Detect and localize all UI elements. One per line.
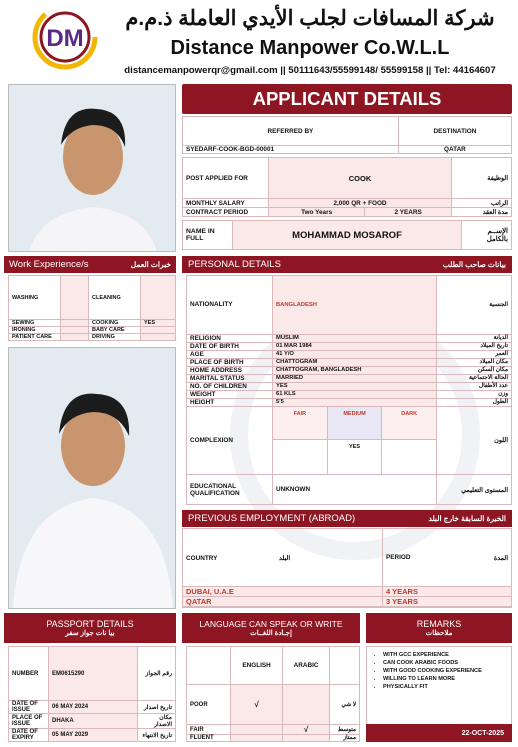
passport-header <box>4 613 176 643</box>
remark-item: • PHYSICALLY FIT <box>383 683 511 691</box>
applicant-details-title: APPLICANT DETAILS <box>182 84 512 114</box>
language-corner <box>187 647 231 685</box>
personal-row <box>187 390 512 398</box>
passport-value: EM0615290 <box>49 647 138 701</box>
country-label: COUNTRY <box>186 554 218 562</box>
work-skill-value <box>61 327 89 334</box>
language-english-mark: √ <box>231 685 283 725</box>
work-skill-label: IRONING <box>9 327 61 334</box>
work-row <box>9 276 176 320</box>
work-skill-label: PATIENT CARE <box>9 334 61 341</box>
contract-value-2: 2 YEARS <box>365 208 452 217</box>
language-english-mark <box>231 735 283 742</box>
passport-label: PLACE OF ISSUE <box>9 714 49 729</box>
remarks-header <box>366 613 512 643</box>
personal-row <box>187 374 512 382</box>
work-skill-value <box>141 276 176 320</box>
personal-details-table <box>186 275 512 505</box>
complexion-selected: YES <box>327 440 383 474</box>
language-title: LANGUAGE CAN SPEAK OR WRITE <box>199 619 343 629</box>
education-value: UNKNOWN <box>273 475 437 505</box>
period-header <box>383 529 512 587</box>
personal-details-header <box>182 256 512 273</box>
post-table <box>182 157 512 217</box>
personal-row <box>187 358 512 366</box>
employment-period-2: 3 YEARS <box>383 597 512 607</box>
contract-value: Two Years <box>269 208 365 217</box>
personal-value: MARRIED <box>273 374 437 382</box>
company-name-english: Distance Manpower Co.W.L.L <box>170 37 450 59</box>
remark-item: • WILLING TO LEARN MORE <box>383 675 511 683</box>
applicant-full-photo <box>8 347 176 609</box>
employment-empty-1 <box>183 607 383 608</box>
employment-empty-2 <box>383 607 512 608</box>
company-logo <box>28 2 102 72</box>
work-skill-value <box>61 334 89 341</box>
country-header <box>183 529 383 587</box>
passport-title: PASSPORT DETAILS <box>46 619 134 629</box>
passport-row <box>9 701 176 714</box>
passport-label: NUMBER <box>9 647 49 701</box>
language-level-label-ar: لا شي <box>330 685 360 725</box>
remarks-title-ar: ملاحظات <box>425 630 453 637</box>
language-header <box>182 613 360 643</box>
passport-row <box>9 647 176 701</box>
education-label: EDUCATIONAL QUALIFICATION <box>187 475 273 505</box>
work-skill-label: BABY CARE <box>89 327 141 334</box>
language-level-label: FAIR <box>187 725 231 735</box>
work-row <box>9 334 176 341</box>
personal-label: HEIGHT <box>187 398 273 406</box>
passport-value: DHAKA <box>49 714 138 729</box>
passport-label-ar: رقم الجواز <box>138 647 176 701</box>
language-level-label: POOR <box>187 685 231 725</box>
personal-label: DATE OF BIRTH <box>187 342 273 350</box>
personal-value: 41 Y/O <box>273 350 437 358</box>
work-row <box>9 327 176 334</box>
passport-title-ar: بيا نات جواز سفر <box>65 630 115 637</box>
language-title-ar: إجـادة اللغــات <box>250 630 292 637</box>
period-label: PERIOD <box>386 553 411 561</box>
complexion-label-ar: اللون <box>437 406 512 474</box>
post-label: POST APPLIED FOR <box>183 158 269 199</box>
complexion-dark: DARK <box>381 407 436 440</box>
logo-text: DM <box>46 25 84 52</box>
contract-label: CONTRACT PERIOD <box>183 208 269 217</box>
passport-label-ar: تاريخ الانتهاء <box>138 729 176 742</box>
personal-row <box>187 350 512 358</box>
previous-employment-table <box>182 528 512 608</box>
work-skill-value <box>141 334 176 341</box>
language-arabic-mark <box>283 735 330 742</box>
remark-item: • WITH GOOD COOKING EXPERIENCE <box>383 667 511 675</box>
remark-item: • WITH GCC EXPERIENCE <box>383 651 511 659</box>
education-label-ar: المستوى التعليمي <box>437 475 512 505</box>
language-col-english: ENGLISH <box>231 647 283 685</box>
personal-label: PLACE OF BIRTH <box>187 358 273 366</box>
personal-value: 01 MAR 1984 <box>273 342 437 350</box>
passport-label-ar: مكان الاصدار <box>138 714 176 729</box>
passport-row <box>9 729 176 742</box>
language-row <box>187 685 360 725</box>
previous-employment-header <box>182 510 512 527</box>
language-table <box>186 646 360 742</box>
personal-label: MARITAL STATUS <box>187 374 273 382</box>
personal-value: MUSLIM <box>273 334 437 342</box>
passport-label: DATE OF EXPIRY <box>9 729 49 742</box>
name-label: NAME IN FULL <box>183 221 233 250</box>
salary-label: MONTHLY SALARY <box>183 199 269 208</box>
name-row <box>182 220 512 250</box>
personal-label: AGE <box>187 350 273 358</box>
remarks-date: 22-OCT-2025 <box>366 724 512 742</box>
personal-label-ar: تاريخ الميلاد <box>437 342 512 350</box>
language-arabic-mark <box>283 685 330 725</box>
previous-employment-title: PREVIOUS EMPLOYMENT (ABROAD) <box>188 513 356 524</box>
work-skill-label: CLEANING <box>89 276 141 320</box>
referral-table <box>182 116 512 154</box>
language-english-mark <box>231 725 283 735</box>
passport-row <box>9 714 176 729</box>
previous-employment-title-ar: الخبرة السابقة خارج البلد <box>428 514 506 523</box>
referred-by-label: REFERRED BY <box>183 117 399 146</box>
complexion-fair: FAIR <box>273 407 327 440</box>
work-skill-value <box>141 327 176 334</box>
work-experience-title: Work Experience/s <box>9 259 89 270</box>
personal-label-ar: الجنسية <box>437 276 512 335</box>
personal-details-title-ar: بيانات صاحب الطلب <box>442 260 506 269</box>
personal-label: HOME ADDRESS <box>187 366 273 374</box>
work-skill-value <box>61 276 89 320</box>
work-experience-title-ar: خبرات العمل <box>130 260 171 269</box>
language-row <box>187 735 360 742</box>
work-skill-label: DRIVING <box>89 334 141 341</box>
employment-country-1: DUBAI, U.A.E <box>183 587 383 597</box>
work-experience-table <box>8 275 176 341</box>
work-skill-label: SEWING <box>9 320 61 327</box>
work-row <box>9 320 176 327</box>
salary-value: 2,000 QR + FOOD <box>269 199 452 208</box>
full-name: MOHAMMAD MOSAROF <box>233 221 462 250</box>
passport-label: DATE OF ISSUE <box>9 701 49 714</box>
complexion-label: COMPLEXION <box>187 406 273 474</box>
passport-value: 05 MAY 2029 <box>49 729 138 742</box>
work-skill-label: COOKING <box>89 320 141 327</box>
personal-label-ar: مكان الميلاد <box>437 358 512 366</box>
language-arabic-mark: √ <box>283 725 330 735</box>
contract-label-ar: مدة العقد <box>452 208 512 217</box>
personal-label-ar: مكان السكن <box>437 366 512 374</box>
personal-value: 5'5 <box>273 398 437 406</box>
personal-label-ar: وزن <box>437 390 512 398</box>
personal-label: RELIGION <box>187 334 273 342</box>
passport-value: 06 MAY 2024 <box>49 701 138 714</box>
personal-label: NO. OF CHILDREN <box>187 382 273 390</box>
country-label-ar: البلد <box>279 554 291 562</box>
personal-details-title: PERSONAL DETAILS <box>188 259 281 270</box>
work-skill-value: YES <box>141 320 176 327</box>
personal-label-ar: الطول <box>437 398 512 406</box>
personal-value: YES <box>273 382 437 390</box>
personal-label-ar: الحالة الاجتماعية <box>437 374 512 382</box>
destination-label: DESTINATION <box>398 117 511 146</box>
personal-value: BANGLADESH <box>273 276 437 335</box>
post-label-ar: الوظيفة <box>452 158 512 199</box>
work-experience-header <box>4 256 176 273</box>
salary-label-ar: الراتب <box>452 199 512 208</box>
remarks-title: REMARKS <box>416 619 462 629</box>
personal-value: CHATTOGRAM <box>273 358 437 366</box>
complexion-medium: MEDIUM <box>327 407 382 440</box>
destination-value: QATAR <box>398 146 511 154</box>
passport-label-ar: تاريخ اصدار <box>138 701 176 714</box>
personal-label-ar: العمر <box>437 350 512 358</box>
period-label-ar: المدة <box>493 554 508 562</box>
personal-label-ar: عدد الأطفال <box>437 382 512 390</box>
personal-row <box>187 398 512 406</box>
post-value: COOK <box>269 158 452 199</box>
personal-value: CHATTOGRAM, BANGLADESH <box>273 366 437 374</box>
remarks-list <box>367 647 511 691</box>
work-skill-value <box>61 320 89 327</box>
applicant-photo <box>8 84 176 252</box>
work-skill-label: WASHING <box>9 276 61 320</box>
personal-value: 61 KLS <box>273 390 437 398</box>
name-label-ar: الإســم بالكامل <box>462 221 512 250</box>
personal-row <box>187 334 512 342</box>
personal-label: NATIONALITY <box>187 276 273 335</box>
language-corner-right <box>330 647 360 685</box>
complexion-options <box>273 406 437 474</box>
language-level-label-ar: ممتاز <box>330 735 360 742</box>
personal-row <box>187 276 512 335</box>
language-col-arabic: ARABIC <box>283 647 330 685</box>
personal-label-ar: الديانة <box>437 334 512 342</box>
remark-item: • CAN COOK ARABIC FOODS <box>383 659 511 667</box>
employment-period-1: 4 YEARS <box>383 587 512 597</box>
language-level-label: FLUENT <box>187 735 231 742</box>
personal-row <box>187 342 512 350</box>
company-name-arabic: شركة المسافات لجلب الأيدي العاملة ذ.م.م <box>125 7 495 30</box>
personal-row <box>187 382 512 390</box>
personal-row <box>187 366 512 374</box>
language-level-label-ar: متوسط <box>330 725 360 735</box>
passport-table <box>8 646 176 742</box>
personal-label: WEIGHT <box>187 390 273 398</box>
employment-country-2: QATAR <box>183 597 383 607</box>
company-contact: distancemanpowerqr@gmail.com || 50111643/55599148/ 55599158 || Tel: 44164607 <box>124 65 496 76</box>
language-row <box>187 725 360 735</box>
referred-by-value: SYEDARF-COOK-BGD-00001 <box>183 146 399 154</box>
